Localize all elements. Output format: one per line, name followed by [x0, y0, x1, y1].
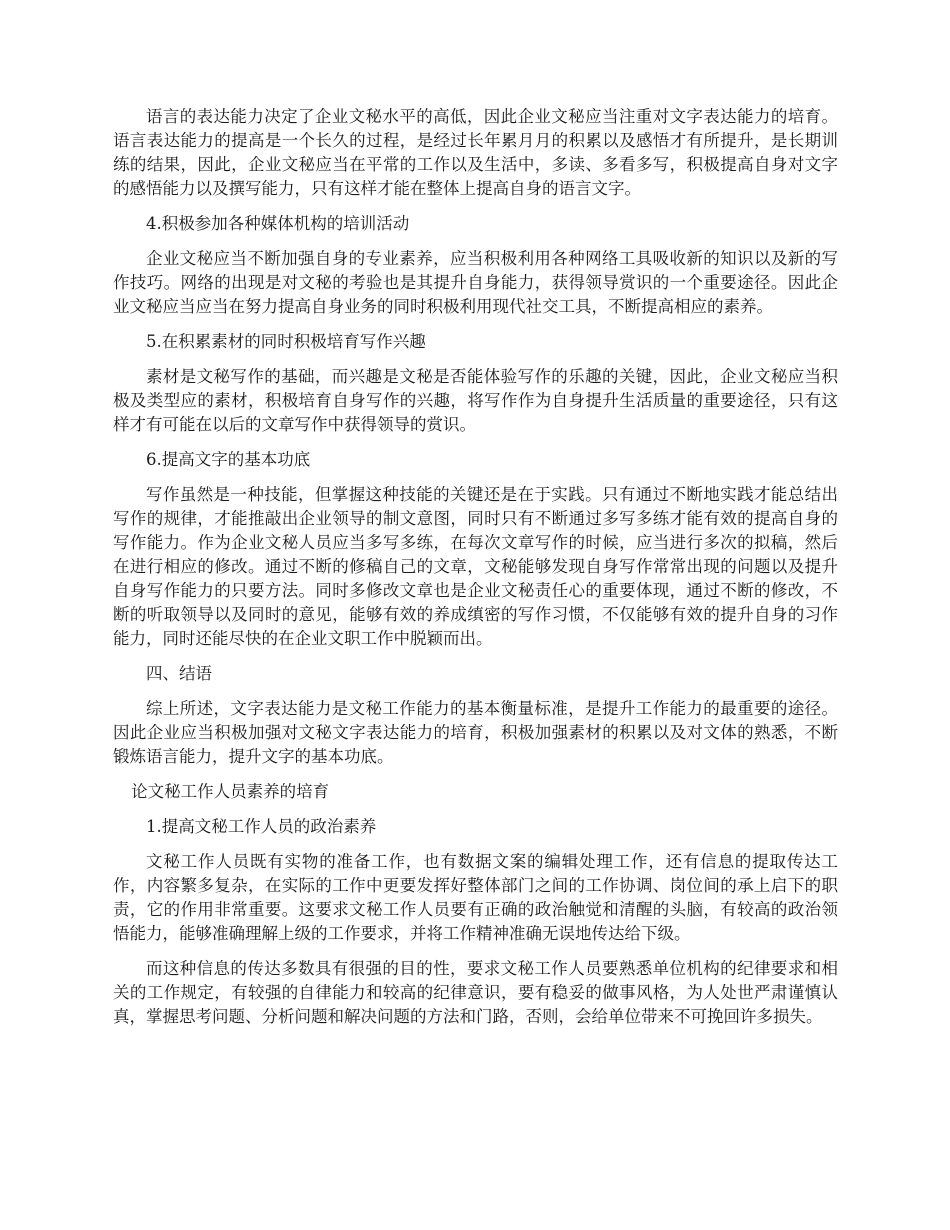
section-heading: 5.在积累素材的同时积极培育写作兴趣: [146, 332, 426, 351]
paragraph: 素材是文秘写作的基础，而兴趣是文秘是否能体验写作的乐趣的关键，因此，企业文秘应当积极及类型应的素材，积极培育自身写作的兴趣，将写作作为自身提升生活质量的重要途径，只有这样才有可能在以后的文章写作中获得领导的赏识。: [113, 367, 838, 434]
section-heading: 1.提高文秘工作人员的政治素养: [146, 817, 377, 836]
article-title: 论文秘工作人员素养的培育: [131, 782, 330, 801]
paragraph: 企业文秘应当不断加强自身的专业素养，应当积极利用各种网络工具吸收新的知识以及新的写作技巧。网络的出现是对文秘的考验也是其提升自身能力，获得领导赏识的一个重要途径。因此企业文秘应当应当在努力提高自身业务的同时积极利用现代社交工具，不断提高相应的素养。: [113, 249, 838, 316]
section-heading: 6.提高文字的基本功底: [146, 450, 311, 469]
paragraph: 而这种信息的传达多数具有很强的目的性，要求文秘工作人员要熟悉单位机构的纪律要求和相关的工作规定，有较强的自律能力和较高的纪律意识，要有稳妥的做事风格，为人处世严肃谨慎认真，掌握思考问题、分析问题和解决问题的方法和门路，否则，会给单位带来不可挽回许多损失。: [113, 959, 838, 1026]
section-heading: 四、结语: [146, 664, 212, 683]
section-heading: 4.积极参加各种媒体机构的培训活动: [146, 214, 410, 233]
paragraph: 文秘工作人员既有实物的准备工作，也有数据文案的编辑处理工作，还有信息的提取传达工作，内容繁多复杂，在实际的工作中更要发挥好整体部门之间的工作协调、岗位间的承上启下的职责，它的作用非常重要。这要求文秘工作人员要有正确的政治触觉和清醒的头脑，有较高的政治领悟能力，能够准确理解上级的工作要求，并将工作精神准确无误地传达给下级。: [113, 852, 838, 943]
document-page: [113, 105, 838, 1040]
paragraph: 综上所述，文字表达能力是文秘工作能力的基本衡量标准，是提升工作能力的最重要的途径。因此企业应当积极加强对文秘文字表达能力的培育，积极加强素材的积累以及对文体的熟悉，不断锻炼语言能力，提升文字的基本功底。: [113, 699, 838, 766]
paragraph: 语言的表达能力决定了企业文秘水平的高低，因此企业文秘应当注重对文字表达能力的培育。语言表达能力的提高是一个长久的过程，是经过长年累月月的积累以及感悟才有所提升，是长期训练的结果，因此，企业文秘应当在平常的工作以及生活中，多读、多看多写，积极提高自身对文字的感悟能力以及撰写能力，只有这样才能在整体上提高自身的语言文字。: [113, 107, 838, 198]
paragraph: 写作虽然是一种技能，但掌握这种技能的关键还是在于实践。只有通过不断地实践才能总结出写作的规律，才能推敲出企业领导的制文意图，同时只有不断通过多写多练才能有效的提高自身的写作能力。作为企业文秘人员应当多写多练，在每次文章写作的时候，应当进行多次的拟稿，然后在进行相应的修改。通过不断的修稿自己的文章，文秘能够发现自身写作常常出现的问题以及提升自身写作能力的只要方法。同时多修改文章也是企业文秘责任心的重要体现，通过不断的修改，不断的听取领导以及同时的意见，能够有效的养成缜密的写作习惯，不仅能够有效的提升自身的习作能力，同时还能尽快的在企业文职工作中脱颖而出。: [113, 485, 838, 648]
